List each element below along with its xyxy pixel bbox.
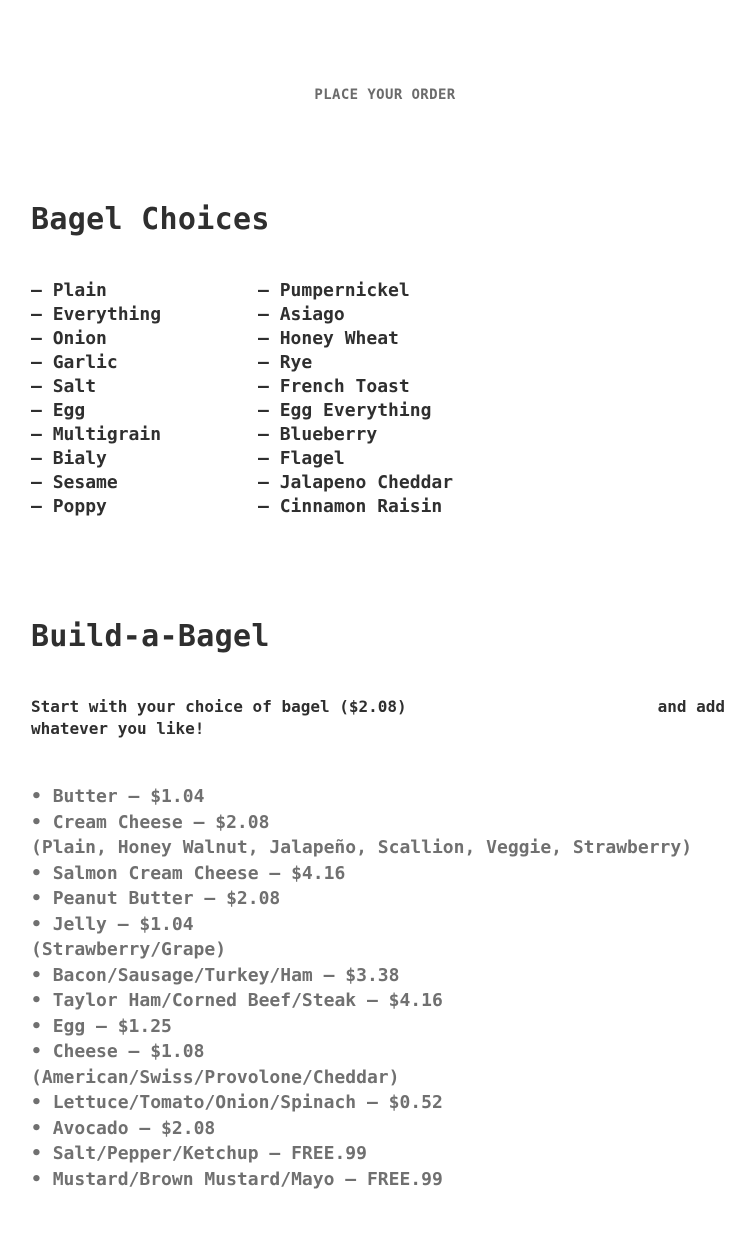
addon-item: • Jelly – $1.04 — [31, 912, 731, 938]
bagel-option: – Egg Everything — [258, 399, 453, 423]
bagel-choices-column-2 — [258, 279, 453, 519]
addon-item: • Cream Cheese – $2.08 — [31, 810, 731, 836]
bagel-option: – Sesame — [31, 471, 161, 495]
bagel-option: – Flagel — [258, 447, 453, 471]
addon-item: • Salmon Cream Cheese – $4.16 — [31, 861, 731, 887]
addon-list — [31, 784, 731, 1192]
bagel-choices-column-1 — [31, 279, 161, 519]
bagel-option: – Bialy — [31, 447, 161, 471]
place-order-link[interactable]: PLACE YOUR ORDER — [314, 87, 456, 103]
addon-item: • Peanut Butter – $2.08 — [31, 886, 731, 912]
bagel-option: – Plain — [31, 279, 161, 303]
bagel-option: – Jalapeno Cheddar — [258, 471, 453, 495]
bagel-option: – Blueberry — [258, 423, 453, 447]
bagel-option: – Everything — [31, 303, 161, 327]
bagel-option: – Egg — [31, 399, 161, 423]
bagel-option: – Poppy — [31, 495, 161, 519]
bagel-option: – Salt — [31, 375, 161, 399]
bagel-option: – Asiago — [258, 303, 453, 327]
bagel-option: – Multigrain — [31, 423, 161, 447]
bagel-option: – Pumpernickel — [258, 279, 453, 303]
build-a-bagel-intro — [31, 696, 725, 740]
addon-item: • Salt/Pepper/Ketchup – FREE.99 — [31, 1141, 731, 1167]
addon-item: • Mustard/Brown Mustard/Mayo – FREE.99 — [31, 1167, 731, 1193]
addon-note: (Strawberry/Grape) — [31, 939, 227, 960]
addon-item: • Butter – $1.04 — [31, 784, 731, 810]
addon-note: (Plain, Honey Walnut, Jalapeño, Scallion, Veggie, Strawberry) — [31, 837, 693, 858]
bagel-option: – Garlic — [31, 351, 161, 375]
intro-text-left: Start with your choice of bagel ($2.08) — [31, 697, 407, 716]
bagel-option: – Honey Wheat — [258, 327, 453, 351]
bagel-option: – French Toast — [258, 375, 453, 399]
build-a-bagel-heading: Build-a-Bagel — [31, 619, 270, 654]
addon-item: • Cheese – $1.08 — [31, 1039, 731, 1065]
addon-item: • Avocado – $2.08 — [31, 1116, 731, 1142]
addon-item: • Bacon/Sausage/Turkey/Ham – $3.38 — [31, 963, 731, 989]
bagel-option: – Cinnamon Raisin — [258, 495, 453, 519]
bagel-option: – Rye — [258, 351, 453, 375]
bagel-choices-heading: Bagel Choices — [31, 202, 270, 237]
intro-text-right: and add — [657, 697, 725, 716]
addon-item: • Lettuce/Tomato/Onion/Spinach – $0.52 — [31, 1090, 731, 1116]
addon-note: (American/Swiss/Provolone/Cheddar) — [31, 1066, 400, 1088]
intro-text-continued: whatever you like! — [31, 719, 205, 738]
addon-item: • Egg – $1.25 — [31, 1014, 731, 1040]
addon-item: • Taylor Ham/Corned Beef/Steak – $4.16 — [31, 988, 731, 1014]
bagel-option: – Onion — [31, 327, 161, 351]
